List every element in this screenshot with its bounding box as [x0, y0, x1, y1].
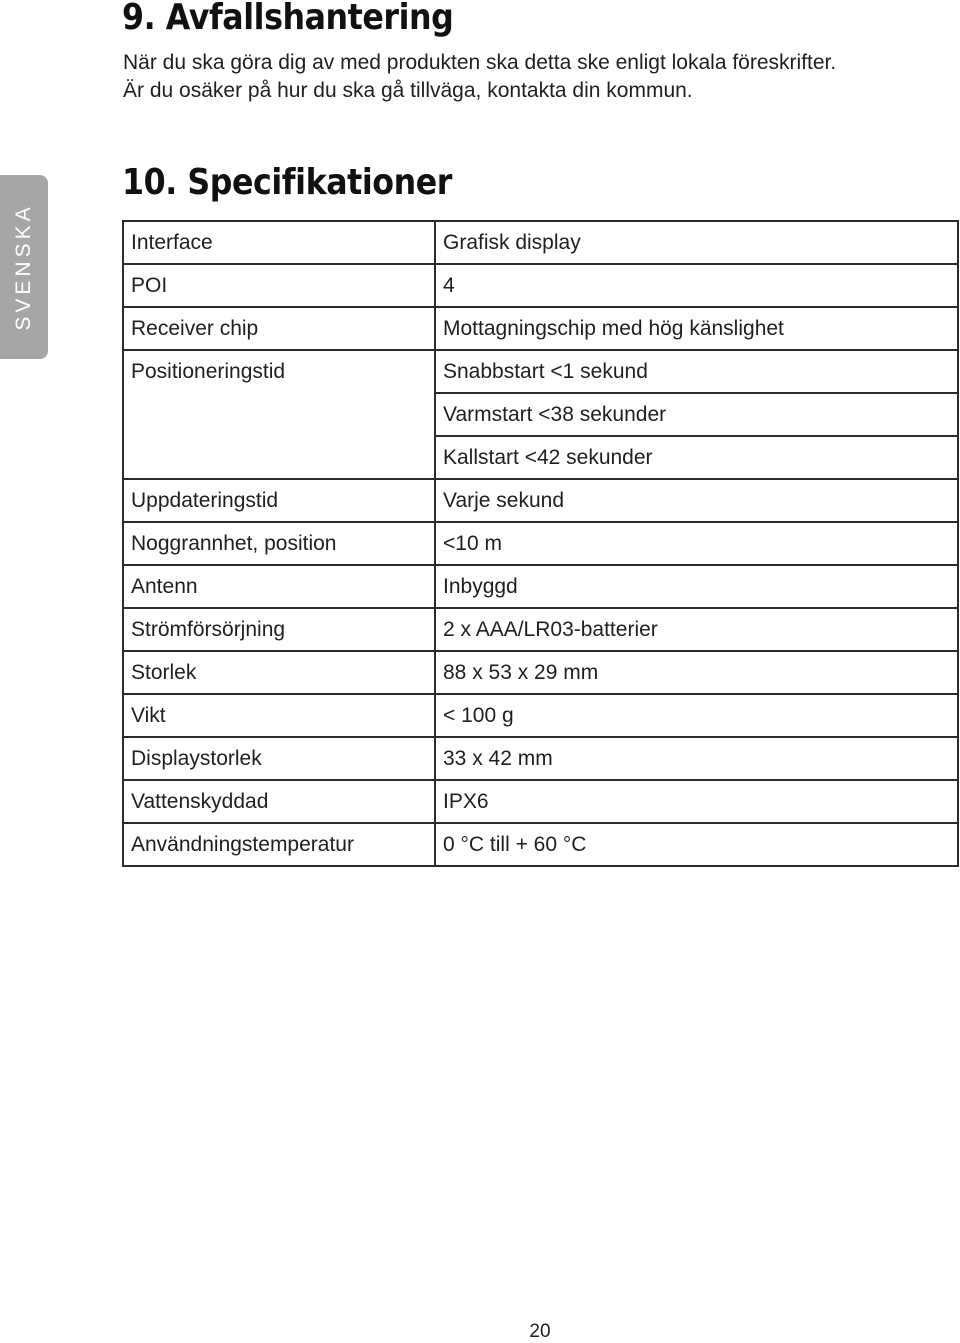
spec-row	[123, 608, 958, 651]
spec-row	[123, 522, 958, 565]
spec-value: Mottagningschip med hög känslighet	[435, 307, 958, 350]
spec-row	[123, 694, 958, 737]
spec-label: Positioneringstid	[123, 350, 435, 479]
specifications-heading: 10. Specifikationer	[122, 162, 452, 203]
disposal-line: När du ska göra dig av med produkten ska detta ske enligt lokala föreskrifter.	[123, 51, 837, 74]
spec-value: Inbyggd	[435, 565, 958, 608]
spec-label: Vattenskyddad	[123, 780, 435, 823]
page-number: 20	[529, 1321, 551, 1342]
spec-value: 33 x 42 mm	[435, 737, 958, 780]
spec-value: Varje sekund	[435, 479, 958, 522]
spec-value: Kallstart <42 sekunder	[435, 436, 958, 479]
spec-value: 0 °C till + 60 °C	[435, 823, 958, 866]
spec-label: Uppdateringstid	[123, 479, 435, 522]
spec-value: 88 x 53 x 29 mm	[435, 651, 958, 694]
spec-label: Displaystorlek	[123, 737, 435, 780]
spec-row	[123, 565, 958, 608]
spec-label: POI	[123, 264, 435, 307]
spec-row	[123, 780, 958, 823]
disposal-paragraph	[123, 49, 836, 105]
spec-row	[123, 479, 958, 522]
spec-value: Snabbstart <1 sekund	[435, 350, 958, 393]
disposal-line: Är du osäker på hur du ska gå tillväga, kontakta din kommun.	[123, 79, 693, 102]
spec-value: < 100 g	[435, 694, 958, 737]
spec-label: Interface	[123, 221, 435, 264]
spec-row	[123, 350, 958, 393]
spec-row	[123, 307, 958, 350]
spec-row	[123, 264, 958, 307]
spec-row	[123, 823, 958, 866]
spec-label: Användningstemperatur	[123, 823, 435, 866]
language-side-tab	[0, 175, 48, 359]
spec-label: Storlek	[123, 651, 435, 694]
language-tab-label: SVENSKA	[12, 203, 35, 331]
spec-value: <10 m	[435, 522, 958, 565]
spec-label: Strömförsörjning	[123, 608, 435, 651]
spec-row	[123, 651, 958, 694]
spec-value: Varmstart <38 sekunder	[435, 393, 958, 436]
spec-value: IPX6	[435, 780, 958, 823]
spec-label: Antenn	[123, 565, 435, 608]
spec-label: Noggrannhet, position	[123, 522, 435, 565]
spec-row	[123, 221, 958, 264]
spec-value: 2 x AAA/LR03-batterier	[435, 608, 958, 651]
spec-value: 4	[435, 264, 958, 307]
spec-label: Vikt	[123, 694, 435, 737]
specifications-table	[122, 220, 959, 867]
spec-label: Receiver chip	[123, 307, 435, 350]
disposal-heading: 9. Avfallshantering	[122, 0, 454, 38]
spec-value: Grafisk display	[435, 221, 958, 264]
spec-row	[123, 737, 958, 780]
